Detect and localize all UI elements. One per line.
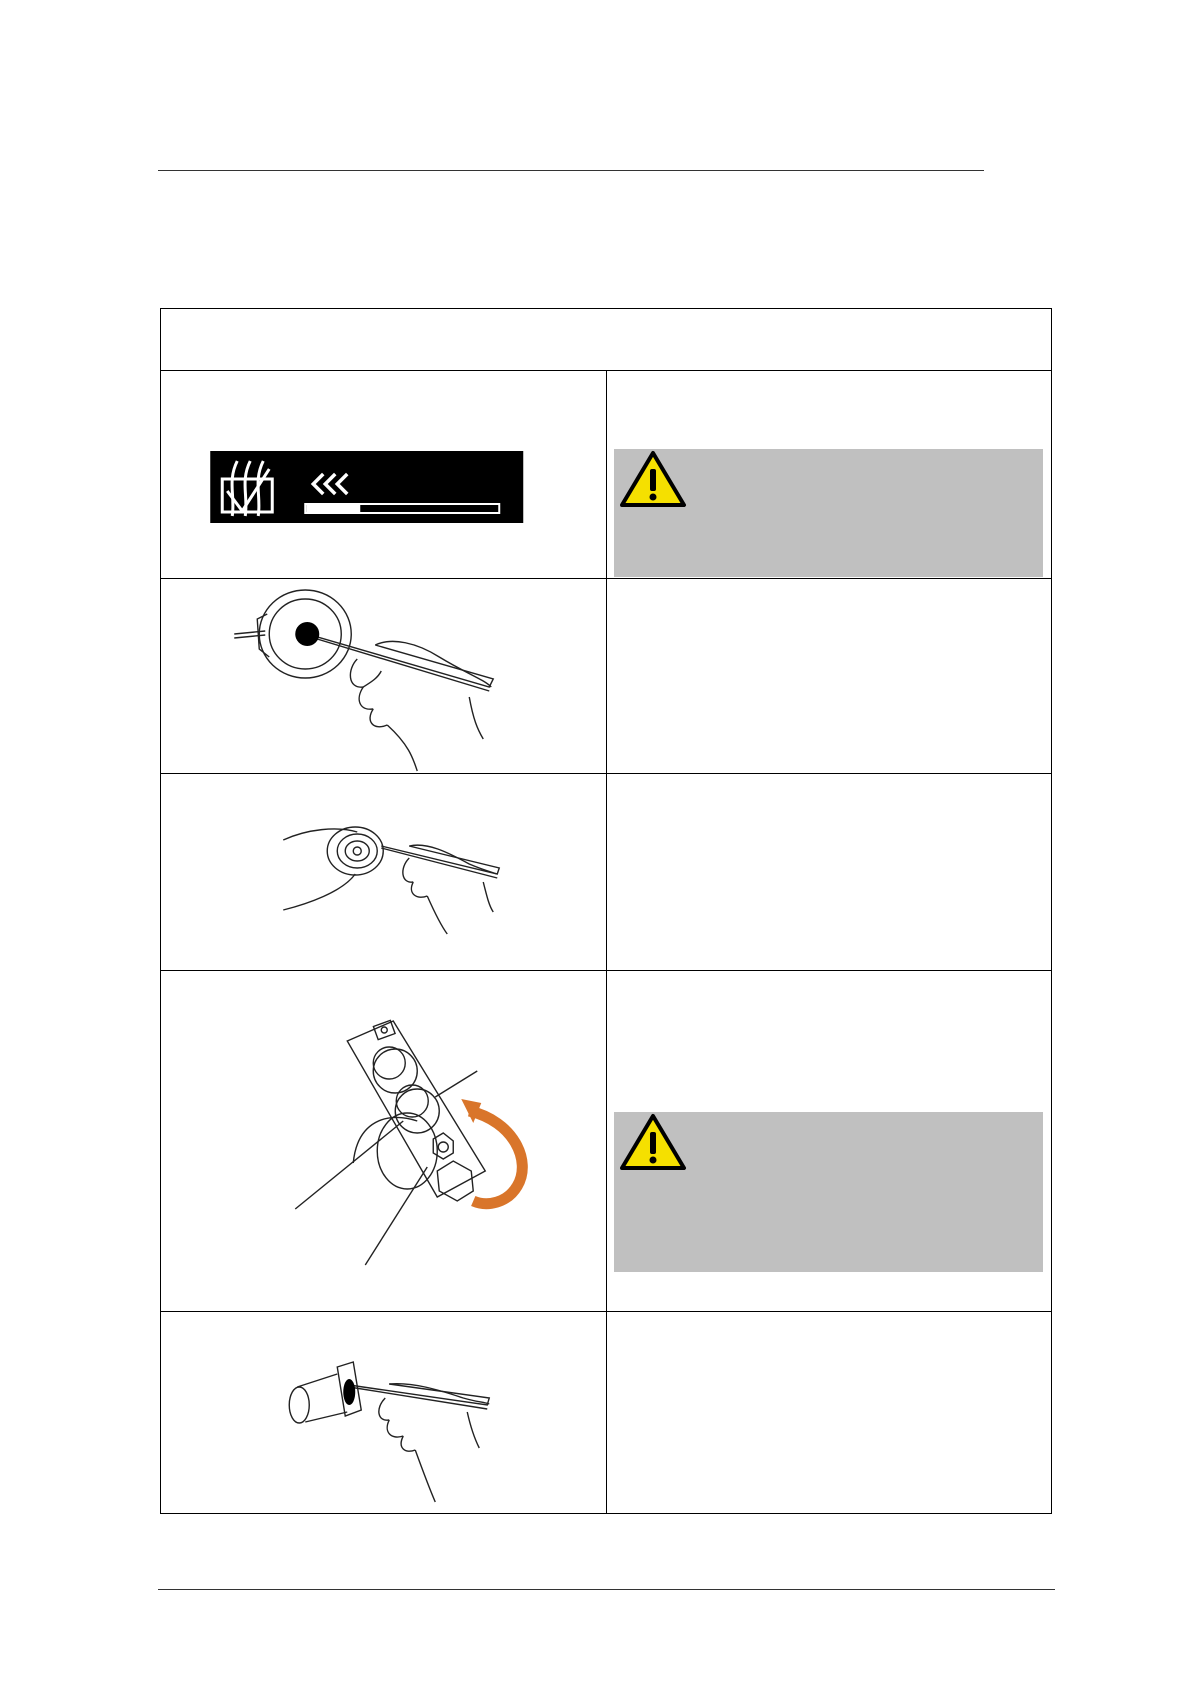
illustration-cell <box>161 371 607 579</box>
illustration-cell <box>161 774 607 971</box>
tweezers-cleaning-spray-nozzle-icon <box>161 579 606 773</box>
instruction-table <box>160 308 1052 1514</box>
text-cell <box>606 1312 1052 1514</box>
table-row <box>161 774 1052 971</box>
wrench-rotate-icon <box>161 971 606 1311</box>
illustration-cell <box>161 1312 607 1514</box>
text-cell <box>606 579 1052 774</box>
table-row <box>161 1312 1052 1514</box>
table-row <box>161 971 1052 1312</box>
footer-rule <box>158 1589 1055 1590</box>
progress-bar-fill <box>306 505 360 512</box>
text-cell <box>606 774 1052 971</box>
text-cell <box>606 371 1052 579</box>
tweezers-inserting-filter-icon <box>161 1312 606 1513</box>
text-cell <box>606 971 1052 1312</box>
warning-box <box>614 449 1044 577</box>
table-row <box>161 579 1052 774</box>
table-header-cell <box>161 309 1052 371</box>
header-rule <box>158 170 984 171</box>
warning-triangle-icon <box>618 1112 688 1172</box>
illustration-cell <box>161 579 607 774</box>
table-row <box>161 371 1052 579</box>
display-progress-icon <box>161 371 606 578</box>
tweezers-cleaning-head-icon <box>161 774 606 970</box>
warning-triangle-icon <box>618 449 688 509</box>
illustration-cell <box>161 971 607 1312</box>
warning-box <box>614 1112 1044 1272</box>
